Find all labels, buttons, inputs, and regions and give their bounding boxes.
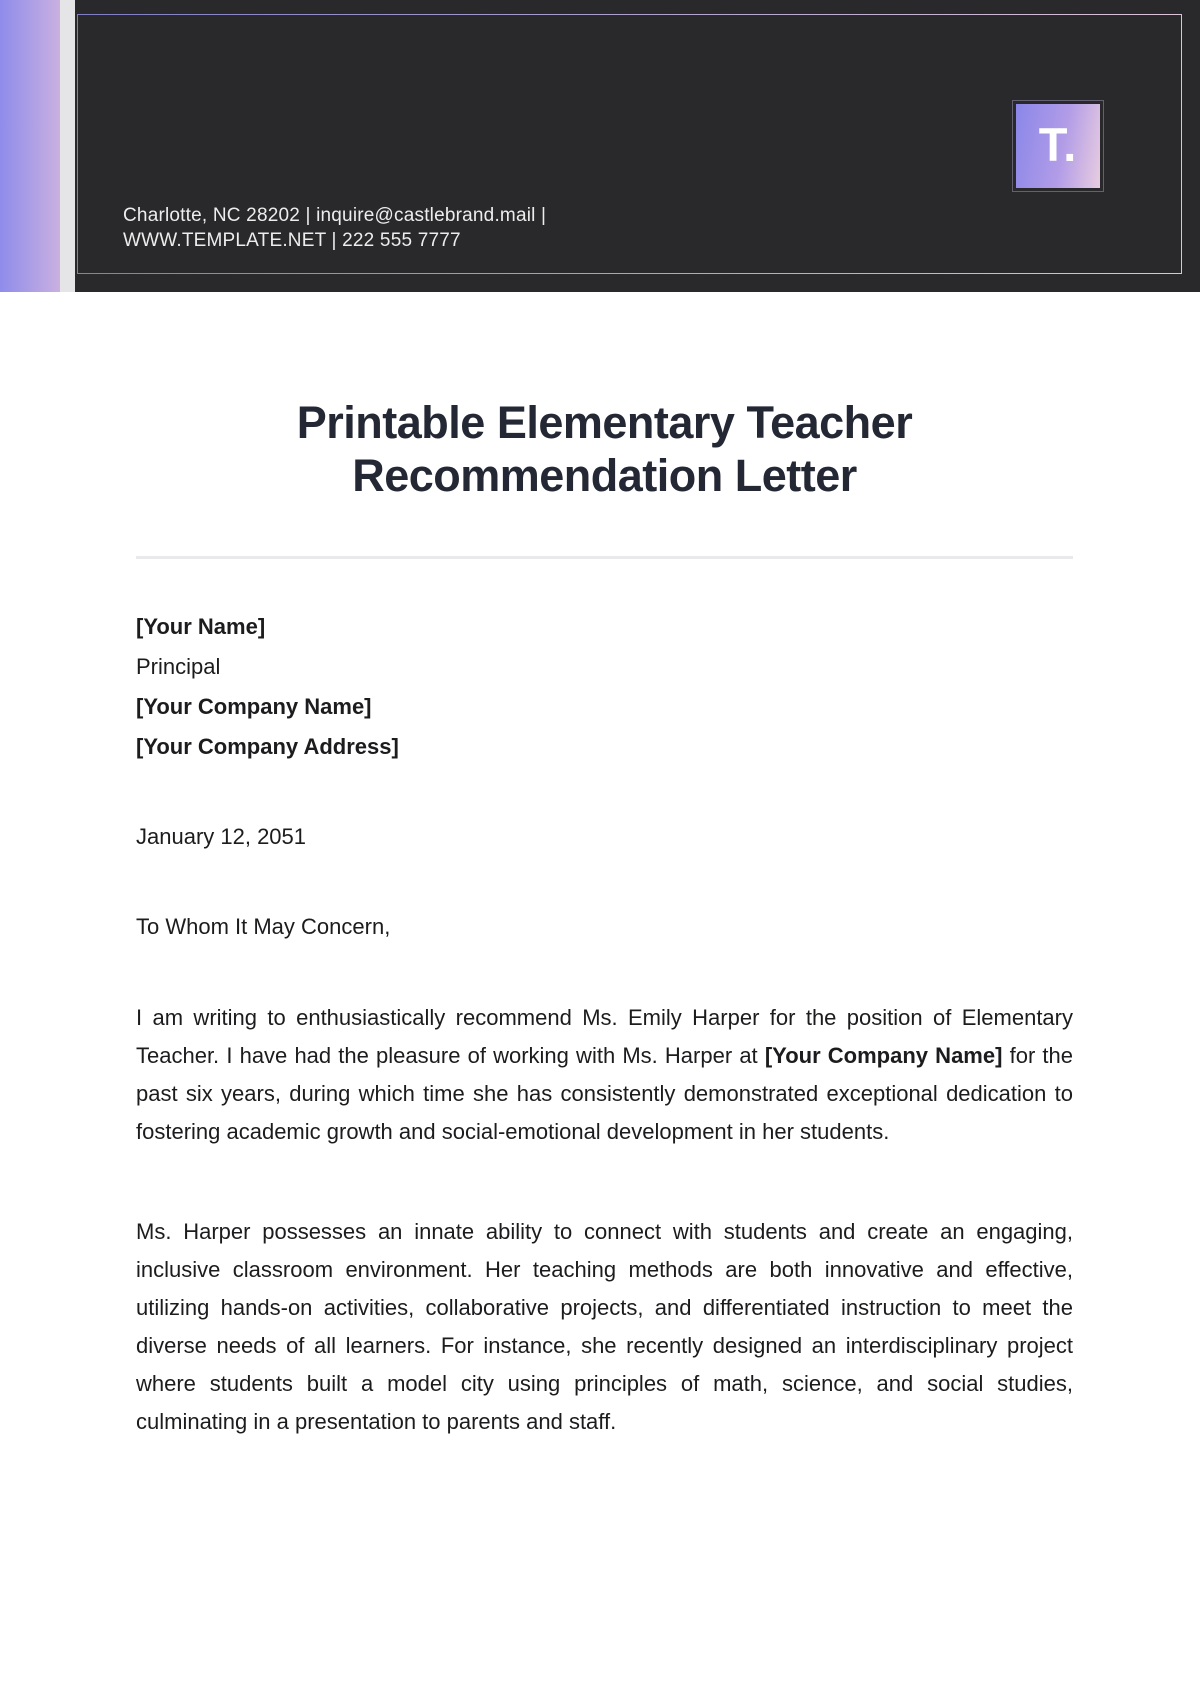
title-divider <box>136 556 1073 559</box>
letterhead-panel <box>75 0 1200 292</box>
paragraph-1 <box>136 999 1073 1151</box>
contact-line-2: WWW.TEMPLATE.NET | 222 555 7777 <box>123 230 461 251</box>
paragraph-1-post: for the past six years, during which time she has consistently demonstrated exceptional dedication to fostering academic growth and social-emotional development in her students. <box>136 1043 1074 1144</box>
salutation: To Whom It May Concern, <box>136 914 391 939</box>
paragraph-1-company-placeholder: [Your Company Name] <box>764 1043 1003 1068</box>
sender-company: [Your Company Name] <box>136 694 372 719</box>
sender-address: [Your Company Address] <box>136 734 399 759</box>
accent-gradient-strip <box>0 0 60 292</box>
paragraph-1-pre: I am writing to enthusiastically recommend Ms. Emily Harper for the position of Elementary Teacher. I have had the pleasure of working with Ms. Harper at <box>136 1005 1073 1068</box>
letterhead <box>0 0 1200 292</box>
letter-title: Printable Elementary Teacher Recommendation Letter <box>296 397 913 501</box>
contact-line-1: Charlotte, NC 28202 | inquire@castlebrand.mail | <box>123 205 547 226</box>
paragraph-2: Ms. Harper possesses an innate ability to connect with students and create an engaging, inclusive classroom environment. Her teaching methods are both innovative and effective, utilizing hands-on activities, collaborative projects, and differentiated instruction to meet the diverse needs of all learners. For instance, she recently designed an interdisciplinary project where students built a model city using principles of math, science, and social studies, culminating in a presentation to parents and staff. <box>136 1219 1073 1434</box>
strip-gap <box>60 0 75 292</box>
contact-info <box>123 203 546 253</box>
brand-logo <box>1012 100 1104 192</box>
brand-logo-tile <box>1016 104 1100 188</box>
letter-date: January 12, 2051 <box>136 824 307 849</box>
sender-block <box>136 607 1073 767</box>
brand-logo-letter: T. <box>1038 117 1078 171</box>
letter-body <box>136 292 1073 1441</box>
sender-role: Principal <box>136 654 221 679</box>
sender-name: [Your Name] <box>136 614 266 639</box>
